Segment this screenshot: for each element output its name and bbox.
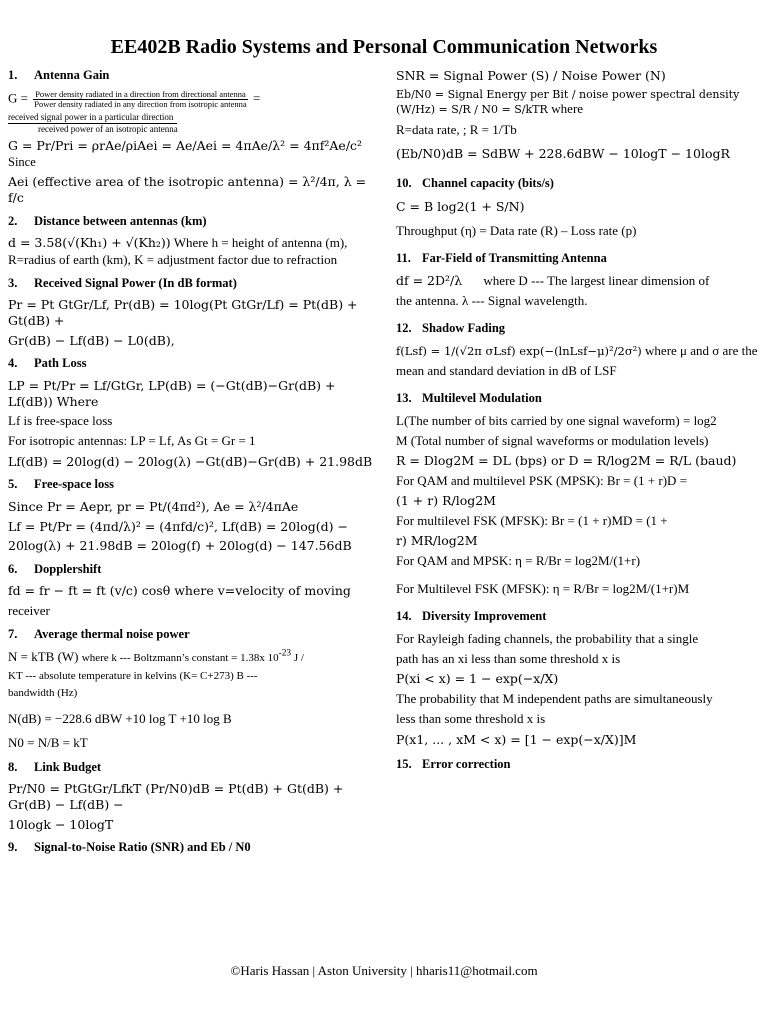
section-dopplershift <box>8 562 380 620</box>
section-heading: 12. Shadow Fading <box>396 321 506 336</box>
snr-formulas <box>396 68 760 162</box>
section-diversity <box>396 609 760 747</box>
modulation-line6: For multilevel FSK (MFSK): Br = (1 + r)MD = (1 + <box>396 512 668 528</box>
diversity-line3: P(xi < x) = 1 − exp(−x/X) <box>396 671 559 687</box>
throughput-text: Throughput (η) = Data rate (R) – Loss rate (p) <box>396 222 637 238</box>
section-multilevel-modulation <box>396 391 760 597</box>
section-far-field <box>396 251 760 309</box>
isotropic-area-formula: Aei (effective area of the isotropic antenna) = λ²/4π, λ = f/c <box>8 174 367 206</box>
snr-formula: SNR = Signal Power (S) / Noise Power (N) <box>396 68 666 83</box>
section-path-loss <box>8 356 380 469</box>
left-column <box>8 68 380 864</box>
section-heading: 7. Average thermal noise power <box>8 627 190 642</box>
modulation-line8: For QAM and MPSK: η = R/Br = log2M/(1+r) <box>396 552 641 568</box>
diversity-line1: For Rayleigh fading channels, the probability that a single <box>396 630 699 646</box>
modulation-line1: L(The number of bits carried by one signal waveform) = log2 <box>396 412 717 428</box>
section-thermal-noise <box>8 627 380 751</box>
section-received-power <box>8 276 380 349</box>
path-loss-line4: Lf(dB) = 20log(d) − 20log(λ) −Gt(dB)−Gr(dB) + 21.98dB <box>8 453 373 469</box>
gain-ratio-formula: G = Power density radiated in a direction from directional antenna Power density radiated in any direction from isotropic antenna = <box>8 88 261 109</box>
shadow-fading-text: mean and standard deviation in dB of LSF <box>396 363 617 378</box>
section-distance <box>8 214 380 268</box>
path-loss-line3: For isotropic antennas: LP = Lf, As Gt = Gr = 1 <box>8 433 256 449</box>
path-loss-line1: LP = Pt/Pr = Lf/GtGr, LP(dB) = (−Gt(dB)−Gr(dB) + Lf(dB)) Where <box>8 377 336 409</box>
section-free-space-loss <box>8 477 380 554</box>
right-column <box>396 68 760 781</box>
capacity-formula: C = B log2(1 + S/N) <box>396 199 525 215</box>
gain-ratio-fraction: Power density radiated in a direction from directional antenna Power density radiated in any direction from isotropic antenna <box>34 88 247 109</box>
modulation-line4: For QAM and multilevel PSK (MPSK): Br = (1 + r)D = <box>396 473 688 488</box>
section-heading: 13. Multilevel Modulation <box>396 391 542 406</box>
diversity-line6: P(x1, ... , xM < x) = [1 − exp(−x/X)]M <box>396 731 637 747</box>
doppler-line1: fd = fr − ft = ft (v/c) cosθ where v=velocity of moving <box>8 583 351 599</box>
noise-line4: N(dB) = −228.6 dBW +10 log T +10 log B <box>8 711 232 727</box>
section-heading: 8. Link Budget <box>8 759 102 774</box>
path-loss-line2: Lf is free-space loss <box>8 413 113 429</box>
ebn0-formula: Eb/N0 = Signal Energy per Bit / noise power spectral density (W/Hz) = S/R / N0 = S/kTR where <box>396 87 740 117</box>
doppler-line2: receiver <box>8 603 50 619</box>
modulation-line9: For Multilevel FSK (MFSK): η = R/Br = log2M/(1+r)M <box>396 581 690 596</box>
section-heading: 10. Channel capacity (bits/s) <box>396 175 554 190</box>
link-budget-line1: Pr/N0 = PtGtGr/LfkT (Pr/N0)dB = Pt(dB) + Gt(dB) + Gr(dB) − Lf(dB) − <box>8 781 344 812</box>
section-heading: 11. Far-Field of Transmitting Antenna <box>396 251 607 265</box>
section-error-correction <box>396 757 760 773</box>
section-heading: 9. Signal-to-Noise Ratio (SNR) and Eb / N0 <box>8 840 251 855</box>
ebn0-db-formula: (Eb/N0)dB = SdBW + 228.6dBW − 10logT − 10logR <box>396 145 730 161</box>
section-snr <box>8 840 380 856</box>
received-power-ratio: received signal power in a particular direction received power of an isotropic antenna <box>8 112 178 134</box>
free-space-line1: Since Pr = Aepr, pr = Pt/(4πd²), Ae = λ²/4πAe <box>8 498 299 514</box>
section-heading: 6. Dopplershift <box>8 561 102 576</box>
far-field-text: the antenna. λ --- Signal wavelength. <box>396 292 588 308</box>
section-link-budget <box>8 760 380 833</box>
section-channel-capacity <box>396 176 760 240</box>
section-antenna-gain <box>8 68 380 206</box>
modulation-line2: M (Total number of signal waveforms or modulation levels) <box>396 433 709 449</box>
link-budget-line2: 10logk − 10logT <box>8 816 114 832</box>
modulation-line5: (1 + r) R/log2M <box>396 493 496 509</box>
distance-formula: d = 3.58(√(Kh₁) + √(Kh₂)) Where h = height of antenna (m), R=radius of earth (km), K = adjustment factor due to refraction <box>8 235 348 267</box>
section-heading: 2. Distance between antennas (km) <box>8 213 207 228</box>
page-title: EE402B Radio Systems and Personal Communication Networks <box>110 36 658 58</box>
shadow-fading-formula: f(Lsf) = 1/(√2π σLsf) exp(−(lnLsf−μ)²/2σ²) where μ and σ are the <box>396 342 758 358</box>
free-space-line2: Lf = Pt/Pr = (4πd/λ)² = (4πfd/c)², Lf(dB) = 20log(d) − <box>8 518 348 534</box>
free-space-line3: 20log(λ) + 21.98dB = 20log(f) + 20log(d) − 147.56dB <box>8 538 352 554</box>
page-footer: ©Haris Hassan | Aston University | hharis11@hotmail.com <box>230 963 538 978</box>
noise-line2: KT --- absolute temperature in kelvins (K= C+273) B --- <box>8 669 258 682</box>
modulation-line7: r) MR/log2M <box>396 533 478 549</box>
gain-formula: G = Pr/Pri = ρrAe/ρiAei = Ae/Aei = 4πAe/λ² = 4πf²Ae/c² Since <box>8 138 363 169</box>
section-heading: 4. Path Loss <box>8 356 87 371</box>
diversity-line2: path has an xi less than some threshold x is <box>396 651 621 667</box>
diversity-line5: less than some threshold x is <box>396 711 546 727</box>
far-field-formula: df = 2D²/λ where D --- The largest linear dimension of <box>396 272 710 288</box>
noise-line3: bandwidth (Hz) <box>8 687 78 700</box>
section-shadow-fading <box>396 321 760 379</box>
noise-line5: N0 = N/B = kT <box>8 735 88 751</box>
section-heading: 5. Free-space loss <box>8 477 114 492</box>
section-heading: 3. Received Signal Power (In dB format) <box>8 275 237 290</box>
diversity-line4: The probability that M independent paths are simultaneously <box>396 691 713 706</box>
noise-line1: N = kTB (W) where k --- Boltzmann’s constant = 1.38x $10^{-23}$ J / <box>8 648 304 664</box>
modulation-line3: R = Dlog2M = DL (bps) or D = R/log2M = R/L (baud) <box>396 453 737 469</box>
data-rate-text: R=data rate, ; R = 1/Tb <box>396 121 517 137</box>
section-heading: 15. Error correction <box>396 757 511 772</box>
received-power-line2: Gr(dB) − Lf(dB) − L0(dB), <box>8 332 175 348</box>
received-power-line1: Pr = Pt GtGr/Lf, Pr(dB) = 10log(Pt GtGr/Lf) = Pt(dB) + Gt(dB) + <box>8 297 358 329</box>
section-heading: 1. Antenna Gain <box>8 68 110 82</box>
section-heading: 14. Diversity Improvement <box>396 609 547 624</box>
